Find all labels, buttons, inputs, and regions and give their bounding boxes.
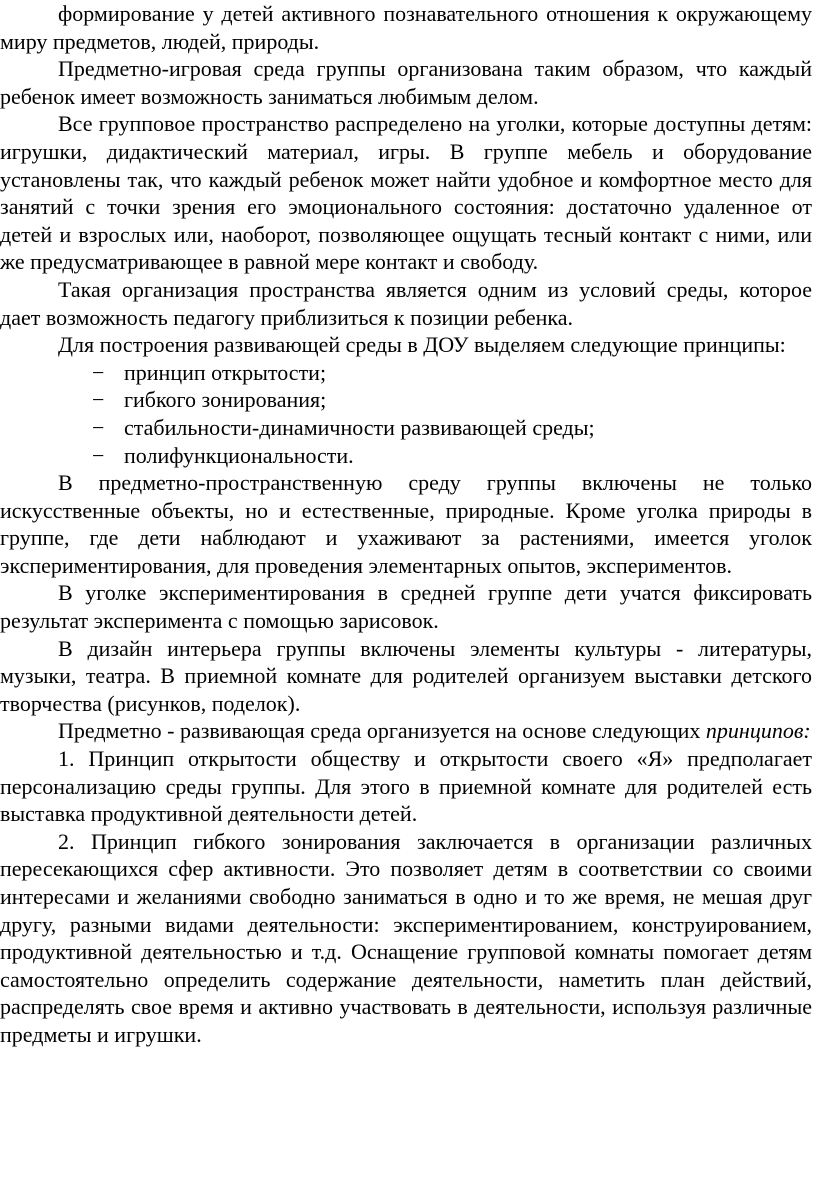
paragraph: 2. Принцип гибкого зонирования заключается в организации различных пересекающихся сфер активности. Это позволяет детям в соответствии со своими интересами и желаниями свободно заниматься в одно и то же время, не мешая друг другу, разными видами деятельности: экспериментированием, конструированием, продуктивной деятельностью и т.д. Оснащение групповой комнаты помогает детям самостоятельно определить содержание деятельности, наметить план действий, распределять свое время и активно участвовать в деятельности, используя различные предметы и игрушки.: [0, 828, 812, 1047]
paragraph: Такая организация пространства является одним из условий среды, которое дает возможность педагогу приблизиться к позиции ребенка.: [0, 276, 812, 330]
list-item-text: гибкого зонирования;: [124, 387, 327, 413]
list-marker: −: [92, 442, 105, 468]
list-marker: −: [92, 387, 105, 413]
list-item: [92, 442, 812, 470]
list-marker: −: [92, 414, 105, 440]
paragraph: 1. Принцип открытости обществу и открытости своего «Я» предполагает персонализацию среды группы. Для этого в приемной комнате для родителей есть выставка продуктивной деятельности детей.: [0, 746, 812, 827]
paragraph: Предметно-игровая среда группы организована таким образом, что каждый ребенок имеет возможность заниматься любимым делом.: [0, 56, 812, 109]
list-item-text: стабильности-динамичности развивающей среды;: [124, 414, 595, 440]
paragraph: Для построения развивающей среды в ДОУ выделяем следующие принципы:: [58, 332, 786, 358]
paragraph: В уголке экспериментирования в средней группе дети учатся фиксировать результат эксперимента с помощью зарисовок.: [0, 580, 812, 634]
list-item: [92, 359, 812, 387]
paragraph: В дизайн интерьера группы включены элементы культуры - литературы, музыки, театра. В приемной комнате для родителей организуем выставки детского творчества (рисунков, поделок).: [0, 635, 812, 716]
list-item: [92, 414, 812, 442]
paragraph: В предметно-пространственную среду группы включены не только искусственные объекты, но и естественные, природные. Кроме уголка природы в группе, где дети наблюдают и ухаживают за растениями, имеется уголок экспериментирования, для проведения элементарных опытов, экспериментов.: [0, 470, 812, 578]
list-item-text: принцип открытости;: [124, 359, 327, 385]
principles-intro-paragraph: [0, 717, 812, 745]
list-marker: −: [92, 359, 105, 385]
list-item: [92, 386, 812, 414]
list-item-text: полифункциональности.: [124, 442, 354, 468]
principles-list: [0, 359, 812, 469]
principles-intro-italic: принципов:: [705, 718, 811, 744]
paragraph: Все групповое пространство распределено на уголки, которые доступны детям: игрушки, дидактический материал, игры. В группе мебель и оборудование установлены так, что каждый ребенок может найти удобное и комфортное место для занятий с точки зрения его эмоционального состояния: достаточно удаленное от детей и взрослых или, наоборот, позволяющее ощущать тесный контакт с ними, или же предусматривающее в равной мере контакт и свободу.: [0, 111, 812, 275]
principles-intro-text: Предметно - развивающая среда организуется на основе следующих: [58, 718, 701, 744]
paragraph: формирование у детей активного познавательного отношения к окружающему миру предметов, людей, природы.: [0, 1, 812, 54]
